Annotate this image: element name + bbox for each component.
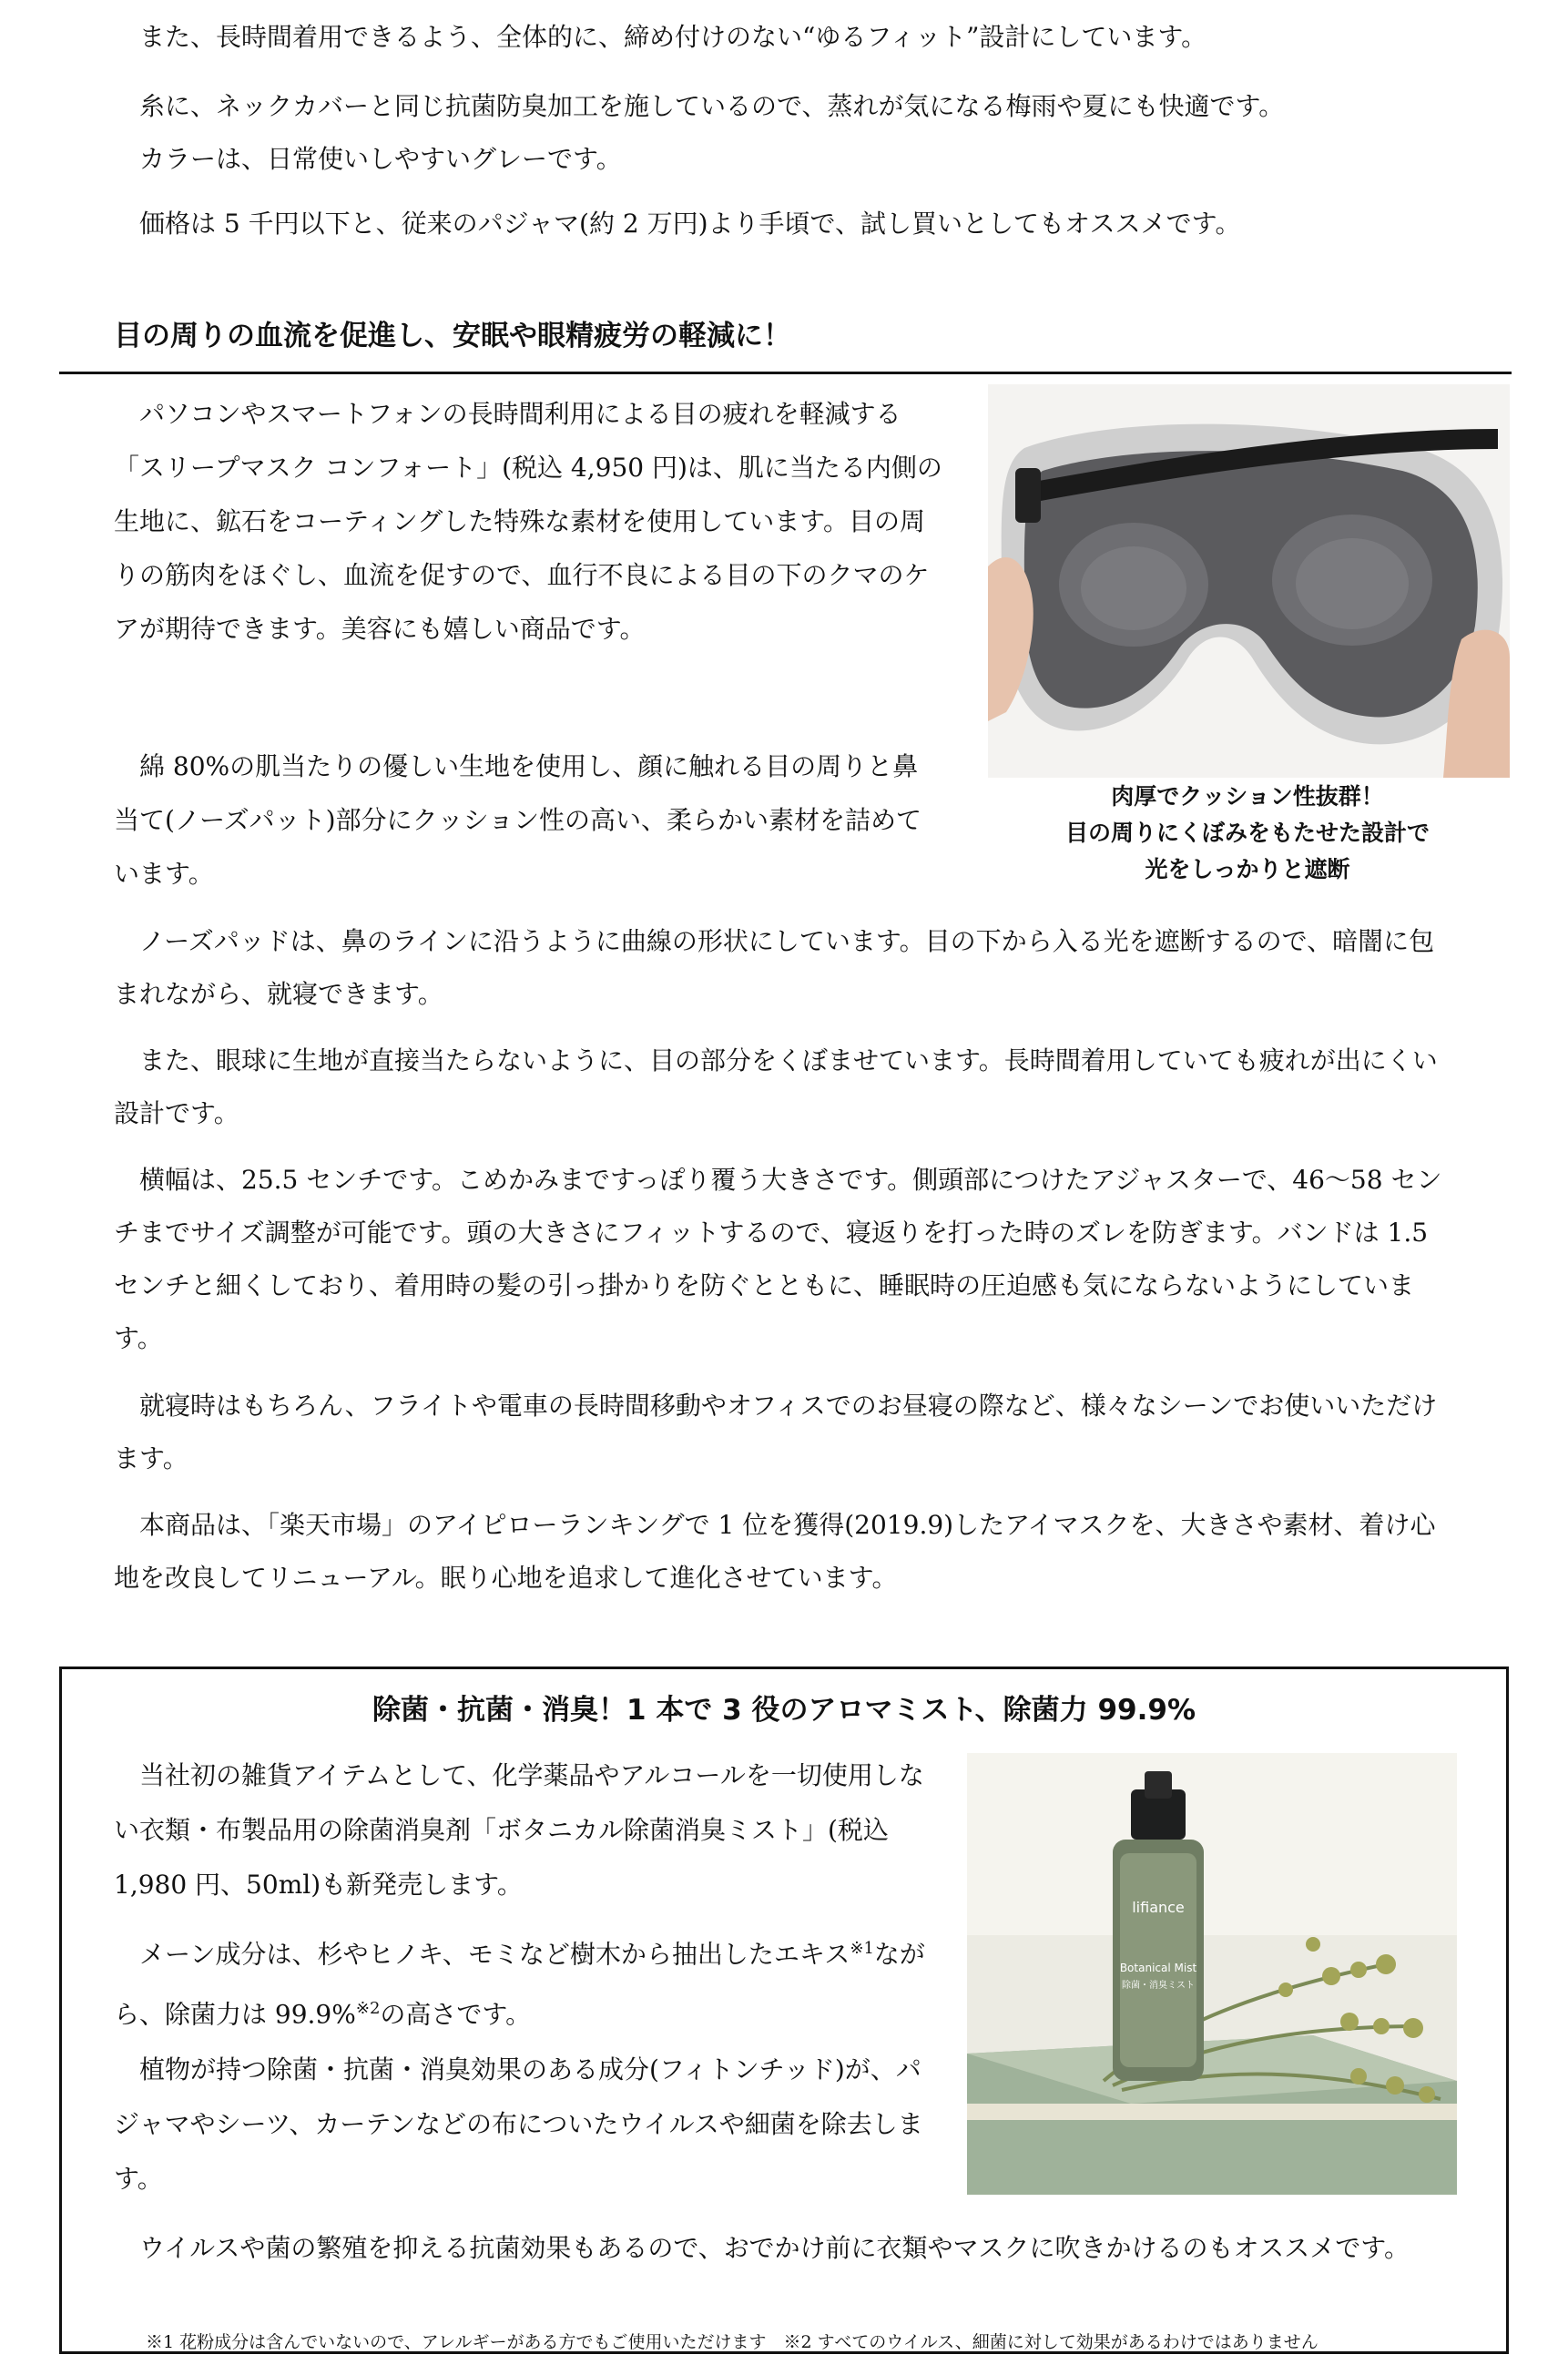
section-divider	[59, 372, 1512, 374]
sleep-mask-photo	[988, 384, 1510, 778]
body-paragraph: ウイルスや菌の繁殖を抑える抗菌効果もあるので、おでかけ前に衣類やマスクに吹きかけるのもオススメです。	[139, 2233, 1410, 2263]
caption-line: 光をしっかりと遮断	[1145, 856, 1350, 882]
body-paragraph: 植物が持つ除菌・抗菌・消臭効果のある成分(フィトンチッド)が、パジャマやシーツ、カーテンなどの布についたウイルスや細菌を除去します。	[114, 2054, 923, 2194]
body-paragraph: パソコンやスマートフォンの長時間利用による目の疲れを軽減する「スリープマスク コンフォート」(税込 4,950 円)は、肌に当たる内側の生地に、鉱石をコーティングした特殊な素材を使用しています。目の周りの筋肉をほぐし、血流を促すので、血行不良による目の下のクマのケアが期待できます。美容にも嬉しい商品です。	[114, 399, 942, 644]
section-heading-sleep-mask: 目の周りの血流を促進し、安眠や眼精疲労の軽減に！	[114, 320, 791, 352]
footnote-ref: ※1	[850, 1939, 874, 1958]
bottle-sublabel: 除菌・消臭ミスト	[1122, 1981, 1195, 1991]
sleep-mask-illustration	[988, 384, 1510, 778]
mist-bottle-photo	[967, 1753, 1457, 2195]
body-paragraph: 本商品は、「楽天市場」のアイピローランキングで 1 位を獲得(2019.9)したアイマスクを、大きさや素材、着け心地を改良してリニューアル。眠り心地を追求して進化させています。	[114, 1510, 1436, 1593]
text-span: ながら、除菌力は 99.9%	[114, 1939, 925, 2030]
footnote: ※1 花粉成分は含んでいないので、アレルギーがある方でもご使用いただけます ※2 すべてのウイルス、細菌に対して効果があるわけではありません	[146, 2332, 1319, 2352]
caption-line: 肉厚でクッション性抜群！	[1111, 783, 1384, 810]
bottle-brand: lifiance	[1132, 1899, 1185, 1916]
body-paragraph: 横幅は、25.5 センチです。こめかみまですっぽり覆う大きさです。側頭部につけたアジャスターで、46〜58 センチまでサイズ調整が可能です。頭の大きさにフィットするので、寝返りを打った時のズレを防ぎます。バンドは 1.5 センチと細くしており、着用時の髪の引っ掛かりを防ぐとともに、睡眠時の圧迫感も気にならないようにしています。	[114, 1165, 1442, 1353]
body-paragraph: 就寝時はもちろん、フライトや電車の長時間移動やオフィスでのお昼寝の際など、様々なシーンでお使いいただけます。	[114, 1391, 1438, 1473]
body-paragraph: また、眼球に生地が直接当たらないように、目の部分をくぼませています。長時間着用していても疲れが出にくい設計です。	[114, 1045, 1438, 1128]
photo-caption	[988, 779, 1507, 888]
body-paragraph	[114, 1921, 933, 2043]
bottle-label: Botanical Mist	[1119, 1962, 1197, 1974]
intro-paragraph: 糸に、ネックカバーと同じ抗菌防臭加工を施しているので、蒸れが気になる梅雨や夏にも快適です。	[139, 91, 1285, 121]
section-heading-aroma-mist: 除菌・抗菌・消臭！1 本で 3 役のアロマミスト、除菌力 99.9%	[372, 1694, 1196, 1727]
intro-paragraph: 価格は 5 千円以下と、従来のパジャマ(約 2 万円)より手頃で、試し買いとしてもオススメです。	[139, 209, 1241, 239]
intro-paragraph: また、長時間着用できるよう、全体的に、締め付けのない“ゆるフィット”設計にしています。	[139, 22, 1207, 52]
text-span: の高さです。	[380, 1999, 532, 2030]
body-paragraph: ノーズパッドは、鼻のラインに沿うように曲線の形状にしています。目の下から入る光を遮断するので、暗闇に包まれながら、就寝できます。	[114, 926, 1435, 1009]
body-paragraph: 当社初の雑貨アイテムとして、化学薬品やアルコールを一切使用しない衣類・布製品用の除菌消臭剤「ボタニカル除菌消臭ミスト」(税込 1,980 円、50ml)も新発売します。	[114, 1760, 924, 1900]
caption-line: 目の周りにくぼみをもたせた設計で	[1064, 820, 1430, 846]
footnote-ref: ※2	[355, 1999, 381, 2019]
body-paragraph: 綿 80%の肌当たりの優しい生地を使用し、顔に触れる目の周りと鼻当て(ノーズパット)部分にクッション性の高い、柔らかい素材を詰めています。	[114, 751, 922, 889]
text-span: メーン成分は、杉やヒノキ、モミなど樹木から抽出したエキス	[139, 1939, 850, 1970]
intro-paragraph: カラーは、日常使いしやすいグレーです。	[139, 144, 622, 174]
mist-bottle-illustration	[967, 1753, 1457, 2195]
